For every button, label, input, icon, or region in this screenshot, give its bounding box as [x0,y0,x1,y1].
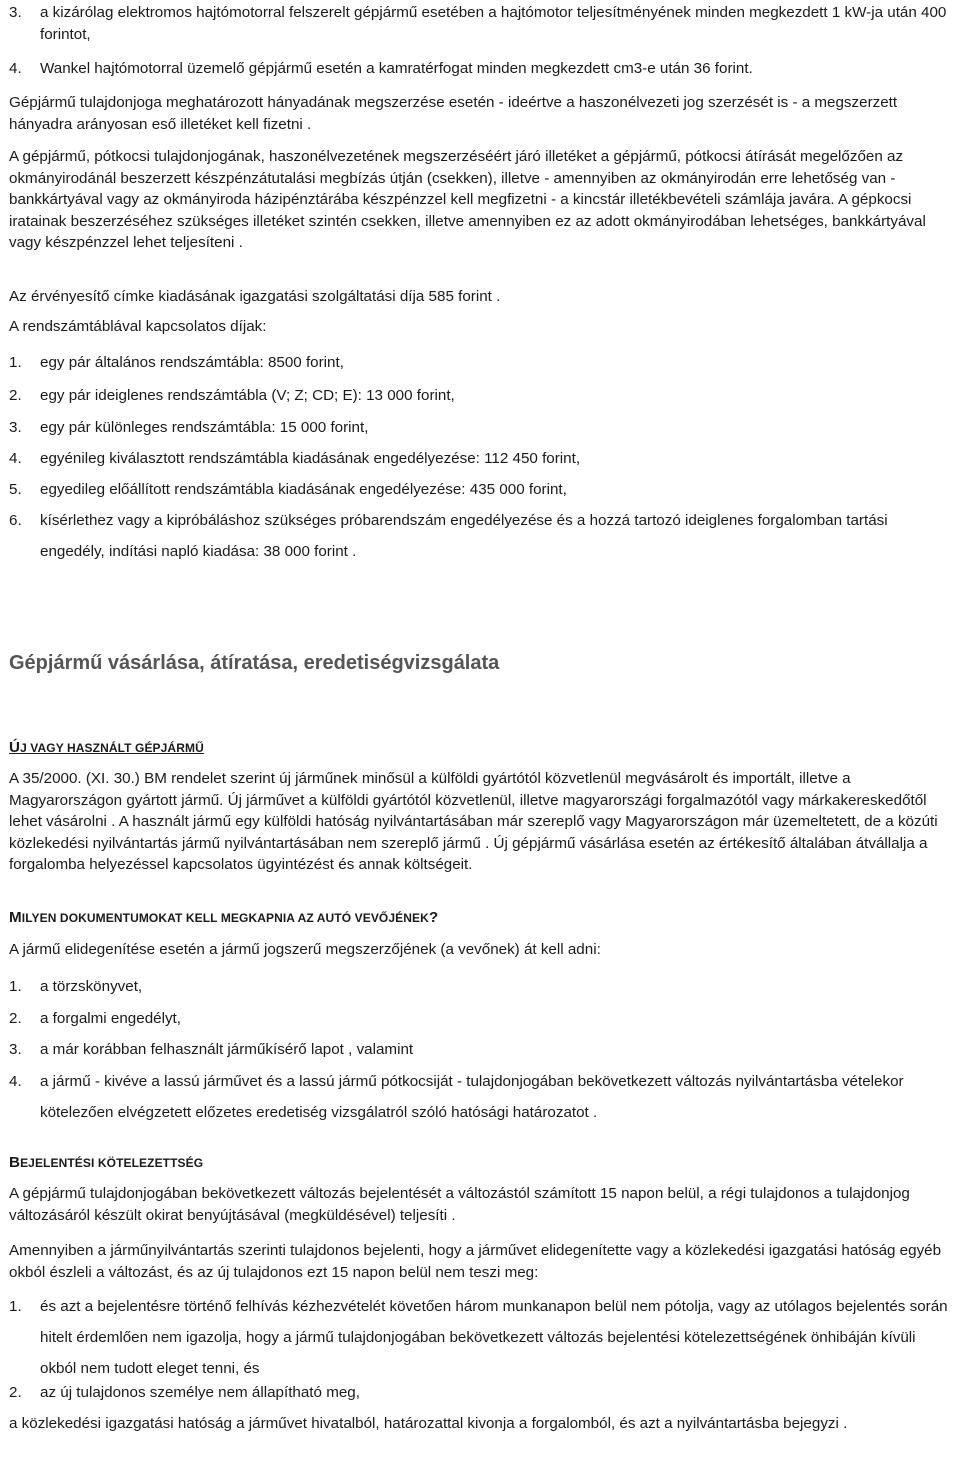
list-text: a törzskönyvet, [40,978,143,995]
subheading-documents [9,908,438,928]
paragraph-plate-fees-intro: A rendszámtáblával kapcsolatos díjak: [9,318,267,335]
list-number: 4. [9,450,22,467]
subheading-end: ? [428,909,439,926]
paragraph-report-duty: A gépjármű tulajdonjogában bekövetkezett változás bejelentését a változástól számított 15 napon belül, a régi tulajdonos a tulajdonjog változásáról készült okirat benyújtásával (megküldésével) teljesíti . [9,1185,910,1224]
list-text: egy pár általános rendszámtábla: 8500 forint, [40,354,344,371]
list-number: 3. [9,1041,22,1058]
list-text: egy pár ideiglenes rendszámtábla (V; Z; CD; E): 13 000 forint, [40,387,455,404]
paragraph-report-failure: Amennyiben a járműnyilvántartás szerinti tulajdonos bejelenti, hogy a járművet elidegenítette vagy a közlekedési igazgatási hatóság egyéb okból észleli a változást, és az új tulajdonos ezt 15 napon belül nem teszi meg: [9,1242,942,1281]
paragraph-fee-payment: A gépjármű, pótkocsi tulajdonjogának, haszonélvezetének megszerzéséért járó illetéket a gépjármű, pótkocsi átírását megelőzően az okmányirodánál beszerzett készpénzátutalási megbízás útján (csekken), illetve - amennyiben az okmányirodán erre lehetőség van - bankkártyával vagy az okmányiroda házipénztárába készpénzzel kell megfizetni - a kincstár illetékbevételi számlája javára. A gépkocsi iratainak beszerzéséhez szükséges illetéket szintén csekken, illetve amennyiben ez az adott okmányirodában lehetséges, bankkártyával vagy készpénzzel lehet teljesíteni . [9,148,926,251]
list-number: 3. [9,419,22,436]
list-number: 4. [9,1073,22,1090]
list-item [9,505,952,567]
list-text: a forgalmi engedélyt, [40,1010,181,1027]
subheading-rest: J VAGY HASZNÁLT GÉPJÁRMŰ [20,741,204,755]
list-text: egyedileg előállított rendszámtábla kiadásának engedélyezése: 435 000 forint, [40,481,567,498]
list-item [9,976,952,998]
list-item [9,2,952,45]
paragraph-closing: a közlekedési igazgatási hatóság a járművet hivatalból, határozattal kivonja a forgalomból, és azt a nyilvántartásba bejegyzi . [9,1415,848,1432]
list-text: egyénileg kiválasztott rendszámtábla kiadásának engedélyezése: 112 450 forint, [40,450,581,467]
paragraph-documents-intro: A jármű elidegenítése esetén a jármű jogszerű megszerzőjének (a vevőnek) át kell adni: [9,941,601,958]
list-text: az új tulajdonos személye nem állapítható meg, [40,1384,360,1401]
list-item [9,479,952,501]
paragraph-validation-label: Az érvényesítő címke kiadásának igazgatási szolgáltatási díja 585 forint . [9,288,501,305]
list-number: 2. [9,387,22,404]
list-text: a jármű - kivéve a lassú járművet és a lassú jármű pótkocsiját - tulajdonjogában bekövetkezett változás nyilvántartásba vételekor kötelezően elvégzetett előzetes eredetiség vizsgálatról szóló hatósági határozatot . [40,1073,904,1121]
list-item [9,417,952,439]
list-item [9,1039,952,1061]
list-number: 4. [9,60,22,77]
list-text: a kizárólag elektromos hajtómotorral felszerelt gépjármű esetében a hajtómotor teljesítményének minden megkezdett 1 kW-ja után 400 forintot, [40,4,947,43]
subheading-initial: M [9,909,22,926]
list-number: 1. [9,1298,22,1315]
list-text: a már korábban felhasznált járműkísérő lapot , valamint [40,1041,414,1058]
subheading-initial: Ú [9,739,21,756]
list-number: 1. [9,978,22,995]
list-text: Wankel hajtómotorral üzemelő gépjármű esetén a kamratérfogat minden megkezdett cm3-e után 36 forint. [40,60,753,77]
list-text: kísérlethez vagy a kipróbáláshoz szükséges próbarendszám engedélyezése és a hozzá tartozó ideiglenes forgalomban tartási engedély, indítási napló kiadása: 38 000 forint . [40,512,888,560]
list-item [9,1382,952,1404]
list-number: 2. [9,1384,22,1401]
subheading-rest: EJELENTÉSI KÖTELEZETTSÉG [20,1156,204,1170]
paragraph-new-or-used: A 35/2000. (XI. 30.) BM rendelet szerint új járműnek minősül a külföldi gyártótól közvetlenül megvásárolt és importált, illetve a Magyarországon gyártott jármű. Új járművet a külföldi gyártótól közvetlenül, illetve magyarországi forgalmazótól vagy márkakereskedőtől lehet vásárolni . A használt jármű egy külföldi hatóság nyilvántartásában már szereplő vagy Magyarországon már üzemeltetett, de a közúti közlekedési nyilvántartás jármű nyilvántartásában nem szereplő jármű . Új gépjármű vásárlása esetén az értékesítő általában átvállalja a forgalomba helyezéssel kapcsolatos ügyintézést és annak költségeit. [9,770,938,873]
list-number: 1. [9,354,22,371]
list-number: 6. [9,512,22,529]
list-item [9,352,952,374]
subheading-report-duty [9,1153,203,1173]
list-number: 5. [9,481,22,498]
paragraph-share-fee: Gépjármű tulajdonjoga meghatározott hányadának megszerzése esetén - ideértve a haszonélvezeti jog szerzését is - a megszerzett hányadra arányosan eső illetéket kell fizetni . [9,94,898,133]
list-number: 3. [9,4,22,21]
list-item [9,58,952,80]
list-text: egy pár különleges rendszámtábla: 15 000 forint, [40,419,369,436]
subheading-rest: ILYEN DOKUMENTUMOKAT KELL MEGKAPNIA AZ AUTÓ VEVŐJÉNEK [21,911,429,925]
list-item [9,1291,952,1384]
subheading-new-or-used [9,738,204,758]
list-item [9,1008,952,1030]
section-title: Gépjármű vásárlása, átíratása, eredetiségvizsgálata [9,652,500,674]
list-item [9,385,952,407]
list-item [9,448,952,470]
subheading-initial: B [9,1154,21,1171]
list-item [9,1066,952,1128]
list-text: és azt a bejelentésre történő felhívás kézhezvételét követően három munkanapon belül nem pótolja, vagy az utólagos bejelentés során hitelt érdemlően nem igazolja, hogy a jármű tulajdonjogában bekövetkezett változás bejelentési kötelezettségének önhibáján kívüli okból nem tudott eleget tenni, és [40,1298,948,1377]
list-number: 2. [9,1010,22,1027]
